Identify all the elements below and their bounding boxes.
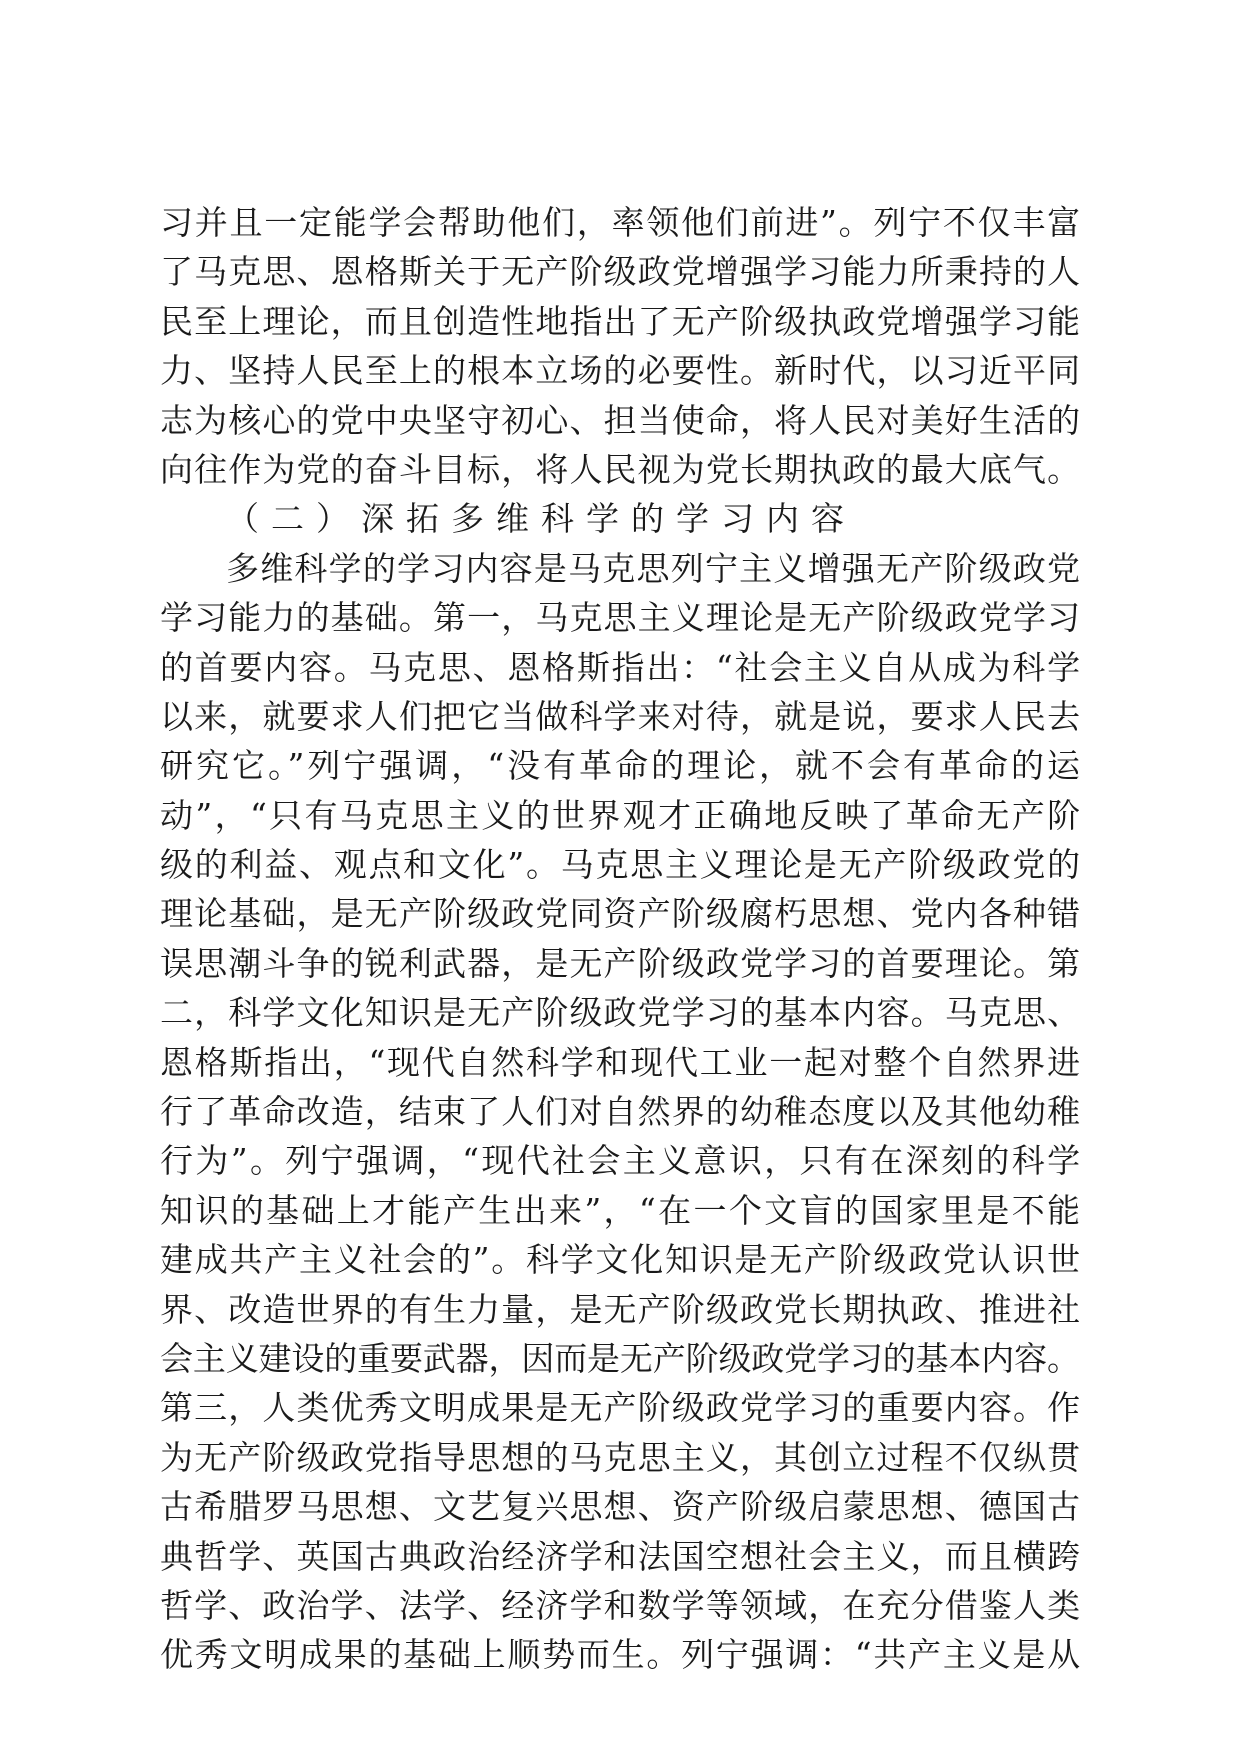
text-line: 理论基础，是无产阶级政党同资产阶级腐朽思想、党内各种错 (160, 894, 1082, 934)
paragraph-first-line: 多维科学的学习内容是马克思列宁主义增强无产阶级政党 (226, 548, 1082, 588)
text-line: 行了革命改造，结束了人们对自然界的幼稚态度以及其他幼稚 (160, 1092, 1082, 1132)
text-line: 动”，“只有马克思主义的世界观才正确地反映了革命无产阶 (160, 795, 1083, 835)
text-line: 的首要内容。马克思、恩格斯指出：“社会主义自从成为科学 (160, 647, 1082, 687)
body-text (160, 198, 1083, 1680)
section-heading: （二）深拓多维科学的学习内容 (226, 499, 856, 539)
text-line: 习并且一定能学会帮助他们，率领他们前进”。列宁不仅丰富 (160, 203, 1082, 242)
text-line: 研究它。”列宁强调，“没有革命的理论，就不会有革命的运 (160, 746, 1083, 786)
text-line: 学习能力的基础。第一，马克思主义理论是无产阶级政党学习 (160, 598, 1082, 638)
text-line: 界、改造世界的有生力量，是无产阶级政党长期执政、推进社 (160, 1289, 1082, 1329)
text-line: 二，科学文化知识是无产阶级政党学习的基本内容。马克思、 (160, 993, 1082, 1033)
text-line: 了马克思、恩格斯关于无产阶级政党增强学习能力所秉持的人 (160, 252, 1082, 292)
text-line: 行为”。列宁强调，“现代社会主义意识，只有在深刻的科学 (160, 1141, 1083, 1181)
text-line: 第三，人类优秀文明成果是无产阶级政党学习的重要内容。作 (160, 1388, 1082, 1428)
text-line: 哲学、政治学、法学、经济学和数学等领域，在充分借鉴人类 (160, 1585, 1082, 1625)
text-line: 向往作为党的奋斗目标，将人民视为党长期执政的最大底气。 (160, 449, 1082, 489)
text-line: 民至上理论，而且创造性地指出了无产阶级执政党增强学习能 (160, 301, 1082, 341)
text-line: 志为核心的党中央坚守初心、担当使命，将人民对美好生活的 (160, 400, 1082, 440)
text-line: 力、坚持人民至上的根本立场的必要性。新时代，以习近平同 (160, 351, 1082, 391)
text-line: 以来，就要求人们把它当做科学来对待，就是说，要求人民去 (160, 696, 1082, 736)
text-line: 误思潮斗争的锐利武器，是无产阶级政党学习的首要理论。第 (160, 943, 1082, 983)
text-line: 优秀文明成果的基础上顺势而生。列宁强调：“共产主义是从 (160, 1635, 1082, 1675)
text-line: 会主义建设的重要武器，因而是无产阶级政党学习的基本内容。 (160, 1338, 1080, 1378)
text-line: 古希腊罗马思想、文艺复兴思想、资产阶级启蒙思想、德国古 (160, 1487, 1082, 1527)
text-line: 恩格斯指出，“现代自然科学和现代工业一起对整个自然界进 (160, 1042, 1082, 1082)
text-line: 为无产阶级政党指导思想的马克思主义，其创立过程不仅纵贯 (160, 1437, 1082, 1477)
text-line: 级的利益、观点和文化”。马克思主义理论是无产阶级政党的 (160, 845, 1082, 885)
text-line: 建成共产主义社会的”。科学文化知识是无产阶级政党认识世 (160, 1240, 1082, 1280)
text-line: 典哲学、英国古典政治经济学和法国空想社会主义，而且横跨 (160, 1536, 1082, 1576)
text-line: 知识的基础上才能产生出来”，“在一个文盲的国家里是不能 (160, 1190, 1083, 1230)
